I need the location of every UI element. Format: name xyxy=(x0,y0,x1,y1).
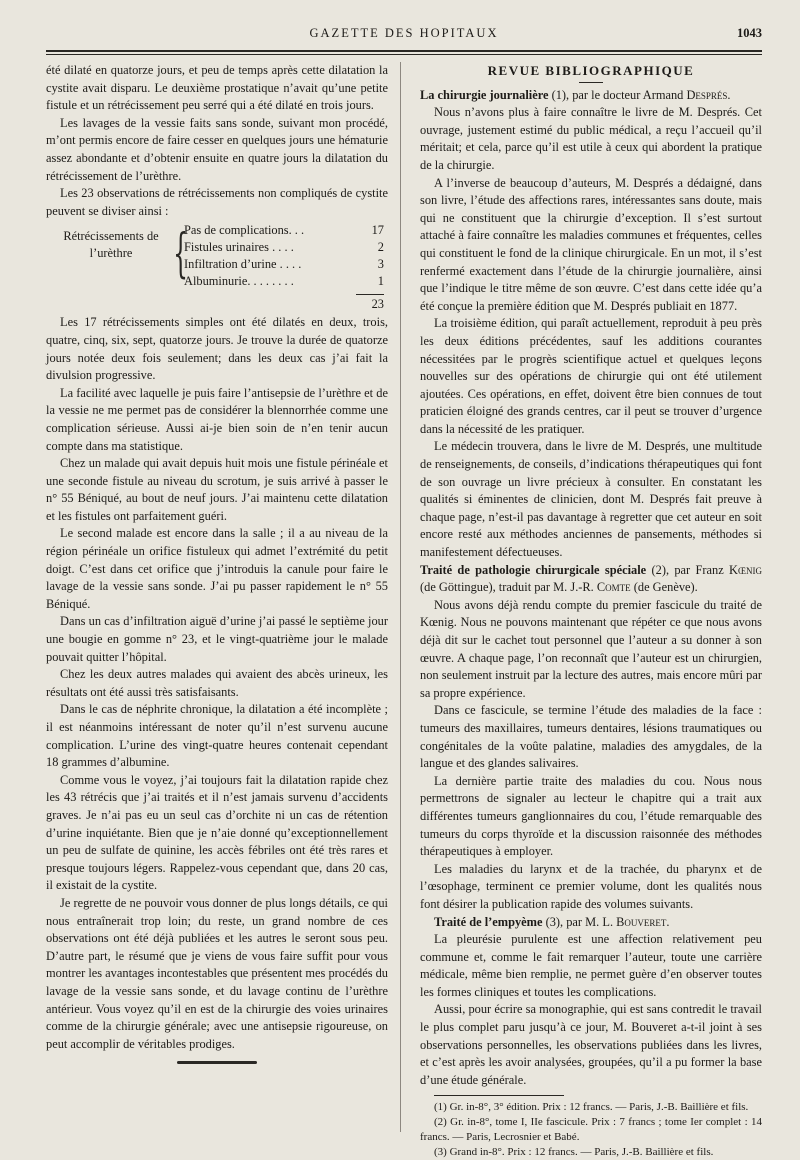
header-rule-thick xyxy=(46,50,762,52)
header-rule-thin xyxy=(46,54,762,55)
review-heading xyxy=(420,562,762,597)
paragraph: Chez un malade qui avait depuis huit mois une fistule périnéale et une seconde fistule au niveau du scrotum, je suis arrivé à passer le n° 55 Béniqué, au bout de neuf jours. J’ai maintenu cette dilatation et les fistules ont parfaitement guéri. xyxy=(46,456,388,523)
heading-text: (3), par M. L. xyxy=(542,914,617,929)
stats-row-label: Albuminurie. . . . . . . . xyxy=(184,274,294,289)
author-name: Bouveret. xyxy=(616,914,670,929)
footnote: (2) Gr. in-8°, tome I, IIe fascicule. Prix : 7 francs ; tome Ier complet : 14 francs. — Paris, Lecrosnier et Babé. xyxy=(420,1116,762,1144)
stats-row xyxy=(184,239,384,256)
page-number: 1043 xyxy=(737,26,762,40)
paragraph: Les lavages de la vessie faits sans sonde, suivant mon procédé, m’ont permis encore de faire cesser en quelques jours une hématurie assez abondante et d’obtenir ensuite en quatre jours la dilatation du rétrécissement de l’urèthre. xyxy=(46,115,388,183)
paragraph: Les 23 observations de rétrécissements non compliqués de cystite peuvent se diviser ainsi : xyxy=(46,186,388,218)
stats-row-value: 1 xyxy=(377,274,384,289)
footnote: (1) Gr. in-8°, 3° édition. Prix : 12 francs. — Paris, J.-B. Baillière et fils. xyxy=(434,1101,749,1114)
book-title: Traité de l’empyème xyxy=(434,914,543,929)
section-title: REVUE BIBLIOGRAPHIQUE xyxy=(487,63,695,78)
heading-text: (de Genève). xyxy=(630,580,698,595)
stats-row xyxy=(184,273,384,290)
heading-text: (de Göttingue), traduit par M. J.-R. xyxy=(420,580,597,595)
paragraph: La pleurésie purulente est une affection relativement peu commune et, comme le fait remarquer l’auteur, toute une carrière médicale, même bien remplie, ne permet guère d’en observer toutes les formes cliniques et toutes les complications. xyxy=(420,932,762,999)
stats-row-label: Fistules urinaires . . . . xyxy=(184,240,294,255)
footnote-rule xyxy=(434,1095,564,1096)
heading-text: (2), par Franz xyxy=(646,562,730,577)
stats-row-value: 17 xyxy=(371,223,384,238)
brace-icon: { xyxy=(173,224,188,285)
end-ornament xyxy=(177,1061,257,1064)
paragraph: été dilaté en quatorze jours, et peu de temps après cette dilatation la cystite avait disparu. Le deuxième prostatique n’avait qu’une petite fistule et un rétrécissement peu serré qui a été dilaté en trois jours. xyxy=(46,63,388,113)
author-name: Kœnig xyxy=(729,562,762,577)
paragraph: Dans un cas d’infiltration aiguë d’urine j’ai passé le septième jour une bougie en gomme n° 23, et le vingt-quatrième jour le malade pouvait quitter l’hôpital. xyxy=(46,614,388,664)
stats-row xyxy=(184,222,384,239)
paragraph: Dans le cas de néphrite chronique, la dilatation a été incomplète ; il est néanmoins intéressant de noter qu’il n’est survenu aucune complication. L’urine des vingt-quatre heures contenait cependant 18 grammes d’albumine. xyxy=(46,702,388,770)
paragraph: A l’inverse de beaucoup d’auteurs, M. Després a dédaigné, dans son livre, l’étude des affections rares, intéressantes sans doute, mais qui ne constituent que la chirurgie d’exception. Il s’est surtout attaché à faire connaître les maladies communes et fréquentes, celles qui constituent le fond de la clinique chirurgicale. En un mot, il s’est renfermé exactement dans l’étude de la chirurgie journalière, ainsi que l’indique le titre même de son œuvre. C’est dans cette idée qu’a été conçue la première édition que M. Després publiait en 1877. xyxy=(420,175,762,313)
book-title: La chirurgie journalière xyxy=(420,87,549,102)
paragraph: La dernière partie traite des maladies du cou. Nous nous permettrons de signaler au lecteur le chapitre qui a trait aux différentes tumeurs ganglionnaires du cou, l’étude remarquable des tumeurs du corps thyroïde et la discussion raisonnée des méthodes thérapeutiques à employer. xyxy=(420,773,762,859)
paragraph: Je regrette de ne pouvoir vous donner de plus longs détails, ce qui nous entraînerait trop loin; du reste, un grand nombre de ces observations ont été déjà publiées et les autres le seront sous peu. D’autre part, le résumé que je viens de vous faire suffit pour vous montrer les avantages incontestables que présentent mes procédés du lavage de la vessie sans sonde, et du lavage continu de l’urèthre antérieur. Vous voyez qu’il en est de la chirurgie des voies urinaires comme de la chirurgie générale; avec une antisepsie rigoureuse, on peut accomplir de véritables prodiges. xyxy=(46,895,389,1051)
stats-label: Rétrécissements de l’urèthre xyxy=(63,229,159,261)
stats-row xyxy=(184,256,384,273)
stats-row-value: 2 xyxy=(377,240,384,255)
column-divider xyxy=(400,62,401,1132)
translator-name: Comte xyxy=(596,580,631,595)
footnote: (3) Grand in-8°. Prix : 12 francs. — Paris, J.-B. Baillière et fils. xyxy=(434,1146,714,1159)
page-header xyxy=(46,26,762,46)
total-rule xyxy=(356,294,384,295)
title-rule xyxy=(579,82,603,83)
paragraph: Les 17 rétrécissements simples ont été dilatés en deux, trois, quatre, cinq, six, sept, quatorze jours. Je trouve la durée de quatorze jours notée deux fois seulement; dans les deux cas j’ai fait la divulsion progressive. xyxy=(46,315,388,383)
review-heading xyxy=(420,914,762,932)
stats-row-label: Infiltration d’urine . . . . xyxy=(184,257,302,272)
right-column xyxy=(420,62,762,1160)
stats-row-label: Pas de complications. . . xyxy=(184,223,305,238)
paragraph: La facilité avec laquelle je puis faire l’antisepsie de l’urèthre et de la vessie ne me permet pas de considérer la blennorrhée comme une complication sérieuse. Aussi ai-je bien soin de n’en tenir aucun compte dans ma statistique. xyxy=(46,385,388,453)
paragraph: Aussi, pour écrire sa monographie, qui est sans contredit le travail le plus complet paru jusqu’à ce jour, M. Bouveret a-t-il joint à ses observations personnelles, les observations publiées dans les livres, et c’est après les avoir analysées, groupées, qu’il a pu former la base d’une étude générale. xyxy=(420,1002,762,1087)
paragraph: Chez les deux autres malades qui avaient des abcès urineux, les résultats ont été aussi très satisfaisants. xyxy=(46,667,388,699)
paragraph: Comme vous le voyez, j’ai toujours fait la dilatation rapide chez les 43 rétrécis que j’ai traités et il n’est jamais survenu d’accidents graves. Je n’ai pas eu un seul cas d’orchite ni un cas de rétention d’urine inquiétante. Bien que je n’aie donné qu’exceptionnellement un peu de sulfate de quinine, les accès fébriles ont été très rares et presque toujours légers. Rappelez-vous cependant que, dans 20 cas, il existait de la cystite. xyxy=(46,772,388,893)
heading-text: (1), par le docteur Armand xyxy=(548,87,687,102)
journal-title: GAZETTE DES HOPITAUX xyxy=(309,26,499,40)
left-column xyxy=(46,62,388,1064)
paragraph: Nous n’avons plus à faire connaître le livre de M. Després. Cet ouvrage, justement estimé du public médical, a reçu l’accueil qu’il méritait; et cela, parce qu’il est utile à ceux qui abordent la pratique de la chirurgie. xyxy=(420,105,762,172)
statistics-table xyxy=(46,222,388,314)
author-name: Després. xyxy=(686,87,731,102)
paragraph: Dans ce fascicule, se termine l’étude des maladies de la face : tumeurs des maxillaires, tumeurs dentaires, lésions traumatiques ou congénitales de la voûte palatine, maladies des amygdales, de la langue et des glandes salivaires. xyxy=(420,703,762,771)
stats-row-value: 3 xyxy=(377,257,384,272)
footnotes xyxy=(420,1095,762,1160)
paragraph: La troisième édition, qui paraît actuellement, reproduit à peu près les deux éditions précédentes, sauf les additions courantes nécessitées par le progrès scientifique actuel et quelques leçons nouvelles sur des opérations de chirurgie qui ont été utilement ajoutées. Ces opérations, en effet, doivent être bien connues de tout praticien éloigné des grands centres, car il peut se trouver d’urgence dans la nécessité de les pratiquer. xyxy=(420,316,762,436)
paragraph: Le second malade est encore dans la salle ; il a au niveau de la région périnéale un orifice fistuleux qui admet l’extrémité du petit doigt. C’est dans cet orifice que j’introduis la canule pour faire le lavage de la vessie sans sonde. J’ai pu passer rapidement le n° 55 Béniqué. xyxy=(46,526,388,611)
paragraph: Les maladies du larynx et de la trachée, du pharynx et de l’œsophage, terminent ce premier volume, dont les qualités nous font désirer la publication rapide des volumes suivants. xyxy=(420,861,762,911)
review-heading xyxy=(420,87,762,105)
paragraph: Le médecin trouvera, dans le livre de M. Després, une multitude de renseignements, de conseils, d’indications thérapeutiques qui font de son ouvrage un livre précieux à consulter. En constatant les qualités si éminentes de clinicien, dont M. Després fait preuve à chaque page, n’est-il pas davantage à regretter que cet auteur en soit encore resté aux méthodes anciennes de pansements, méthodes si manifestement défectueuses. xyxy=(420,439,762,560)
book-title: Traité de pathologie chirurgicale spéciale xyxy=(420,562,647,577)
stats-total: 23 xyxy=(371,297,384,312)
paragraph: Nous avons déjà rendu compte du premier fascicule du traité de Kœnig. Nous ne pouvons maintenant que répéter ce que nous avons déjà dit sur le cachet tout personnel que l’auteur a su donner à son œuvre. A chaque page, l’on reconnaît que l’auteur est un chirurgien, non seulement instruit par la lecture des autres, mais encore mûri par sa propre expérience. xyxy=(420,597,762,700)
